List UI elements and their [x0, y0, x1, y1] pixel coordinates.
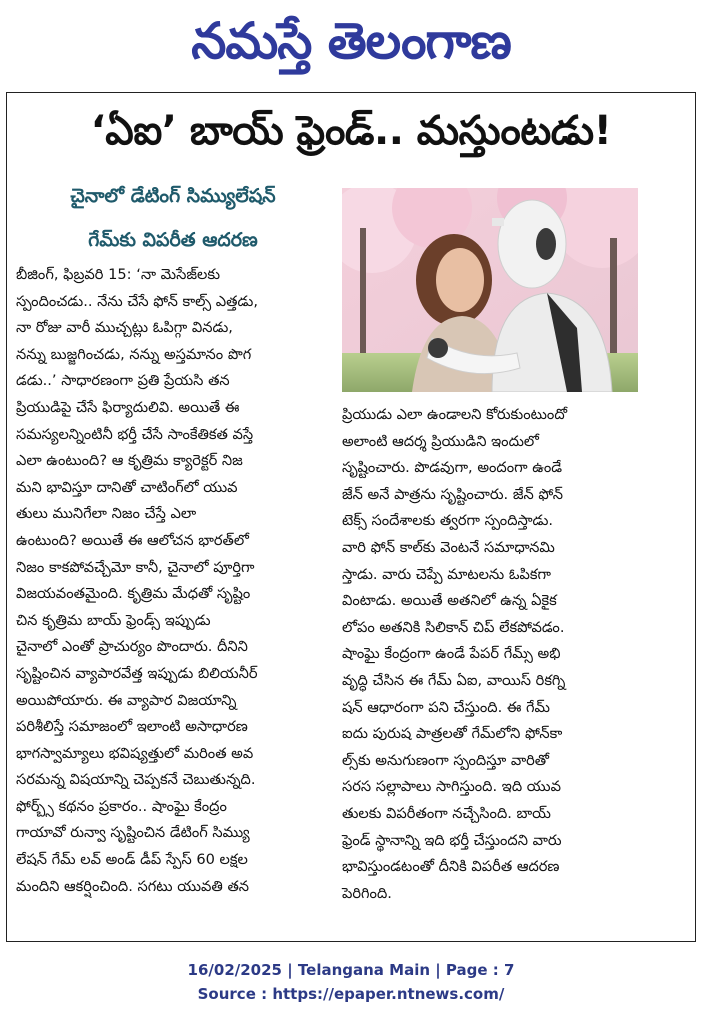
article-text-line: ఉంటుంది? అయితే ఈ ఆలోచన భారత్‌లో — [16, 531, 249, 549]
article-text-line: చైనాలో ఎంతో ప్రాచుర్యం పొందారు. దీనిని — [16, 638, 248, 656]
article-text-line: భాగస్వామ్యాలు భవిష్యత్తులో మరింత అవ — [16, 744, 254, 762]
article-left-column — [16, 262, 316, 900]
article-text-line: సృష్టించారు. పొడవుగా, అందంగా ఉండే — [342, 459, 563, 477]
article-right-column — [342, 402, 642, 907]
newspaper-masthead: నమస్తే తెలంగాణ — [191, 12, 511, 70]
article-text-line: సరస సల్లాపాలు సాగిస్తుంది. ఇది యువ — [342, 778, 561, 796]
article-text-line: మందిని ఆకర్షించింది. సగటు యువతి తన — [16, 877, 250, 895]
article-subhead-line-2: గేమ్‌కు విపరీత ఆదరణ — [88, 229, 258, 251]
article-text-line: వారి ఫోన్ కాల్‌కు వెంటనే సమాధానమి — [342, 538, 555, 556]
article-text-line: ఫ్రెండ్ స్థానాన్ని ఇది భర్తీ చేస్తుందని వారు — [342, 831, 562, 849]
article-text-line: తులకు విపరీతంగా నచ్చేసింది. బాయ్ — [342, 804, 551, 822]
article-text-line: స్పందించడు.. నేను చేసే ఫోన్ కాల్స్ ఎత్తడు, — [16, 292, 258, 310]
article-text-line: షన్ ఆధారంగా పని చేస్తుంది. ఈ గేమ్ — [342, 698, 550, 716]
article-text-line: జేన్ అనే పాత్రను సృష్టించారు. జేన్ ఫోన్ — [342, 485, 563, 503]
article-photo — [342, 188, 638, 392]
article-text-line: నిజం కాకపోవచ్చేమో కానీ, చైనాలో పూర్తిగా — [16, 558, 255, 576]
article-text-line: గాయావో రున్వా సృష్టించిన డేటింగ్ సిమ్యు — [16, 824, 250, 842]
article-text-line: వృద్ధి చేసిన ఈ గేమ్ ఏఐ, వాయిస్ రికగ్ని — [342, 671, 566, 689]
article-text-line: వింటాడు. అయితే అతనిలో ఉన్న ఏకైక — [342, 592, 557, 610]
article-text-line: ల్స్‌కు అనుగుణంగా స్పందిస్తూ వారితో — [342, 751, 550, 769]
article-text-line: అయిపోయారు. ఈ వ్యాపార విజయాన్ని — [16, 691, 237, 709]
article-text-line: లోపం అతనికి సిలికాన్ చిప్ లేకపోవడం. — [342, 618, 565, 636]
article-text-line: అలాంటి ఆదర్శ ప్రియుడిని ఇందులో — [342, 432, 539, 450]
article-subhead-line-1: చైనాలో డేటింగ్ సిమ్యులేషన్ — [70, 185, 276, 207]
article-text-line: నన్ను బుజ్జగించడు, నన్ను అస్తమానం పొగ — [16, 345, 252, 363]
article-text-line: డడు..’ సాధారణంగా ప్రతి ప్రేయసి తన — [16, 372, 230, 390]
article-text-line: విజయవంతమైంది. కృత్రిమ మేధతో సృష్టిం — [16, 585, 251, 603]
article-text-line: పరిశీలిస్తే సమాజంలో ఇలాంటి అసాధారణ — [16, 718, 248, 736]
article-headline: ‘ఏఐ’ బాయ్ ఫ్రెండ్.. మస్తుంటడు! — [90, 108, 612, 154]
article-text-line: టెక్స్ సందేశాలకు త్వరగా స్పందిస్తాడు. — [342, 512, 554, 530]
article-text-line: భావిస్తుండటంతో దీనికి విపరీత ఆదరణ — [342, 858, 560, 876]
article-text-line: ప్రియుడు ఎలా ఉండాలని కోరుకుంటుందో — [342, 406, 568, 423]
article-text-line: సృష్టించిన వ్యాపారవేత్త ఇప్పుడు బిలియనీర్ — [16, 664, 258, 682]
footer-source: Source : https://epaper.ntnews.com/ — [197, 985, 505, 1003]
article-text-line: సమస్యలన్నింటినీ భర్తీ చేసే సాంకేతికత వస్తే — [16, 425, 254, 443]
article-text-line: నా రోజు వారీ ముచ్చట్లు ఓపిగ్గా వినడు, — [16, 319, 233, 337]
article-text-line: పెరిగింది. — [342, 884, 392, 902]
article-text-line: మని భావిస్తూ దానితో చాటింగ్‌లో యువ — [16, 478, 238, 496]
article-text-line: సరమన్న విషయాన్ని చెప్పకనే చెబుతున్నది. — [16, 771, 256, 789]
article-text-line: ఫోర్బ్స్ కథనం ప్రకారం.. షాంఘై కేంద్రం — [16, 797, 227, 815]
article-text-line: తులు మునిగేలా నిజం చేస్తే ఎలా — [16, 505, 197, 523]
article-text-line: లేషన్ గేమ్ లవ్ అండ్ డీప్ స్పేస్ 60 లక్షల — [16, 851, 248, 869]
article-text-line: స్తాడు. వారు చెప్పే మాటలను ఓపికగా — [342, 565, 551, 583]
footer-date-edition-page: 16/02/2025 | Telangana Main | Page : 7 — [187, 961, 515, 979]
article-text-line: చిన కృత్రిమ బాయ్ ఫ్రెండ్స్ ఇప్పుడు — [16, 611, 211, 629]
article-text-line: ఐదు పురుష పాత్రలతో గేమ్‌లోని ఫోన్‌కా — [342, 725, 563, 743]
article-text-line: షాంఘై కేంద్రంగా ఉండే పేపర్ గేమ్స్ అభి — [342, 645, 561, 663]
article-text-line: ఎలా ఉంటుంది? ఆ కృత్రిమ క్యారెక్టర్ నిజ — [16, 452, 243, 470]
article-text-line: బీజింగ్, ఫిబ్రవరి 15: ‘నా మెసేజ్‌లకు — [16, 266, 221, 283]
article-text-line: ప్రియుడిపై చేసే ఫిర్యాదులివి. అయితే ఈ — [16, 398, 240, 416]
